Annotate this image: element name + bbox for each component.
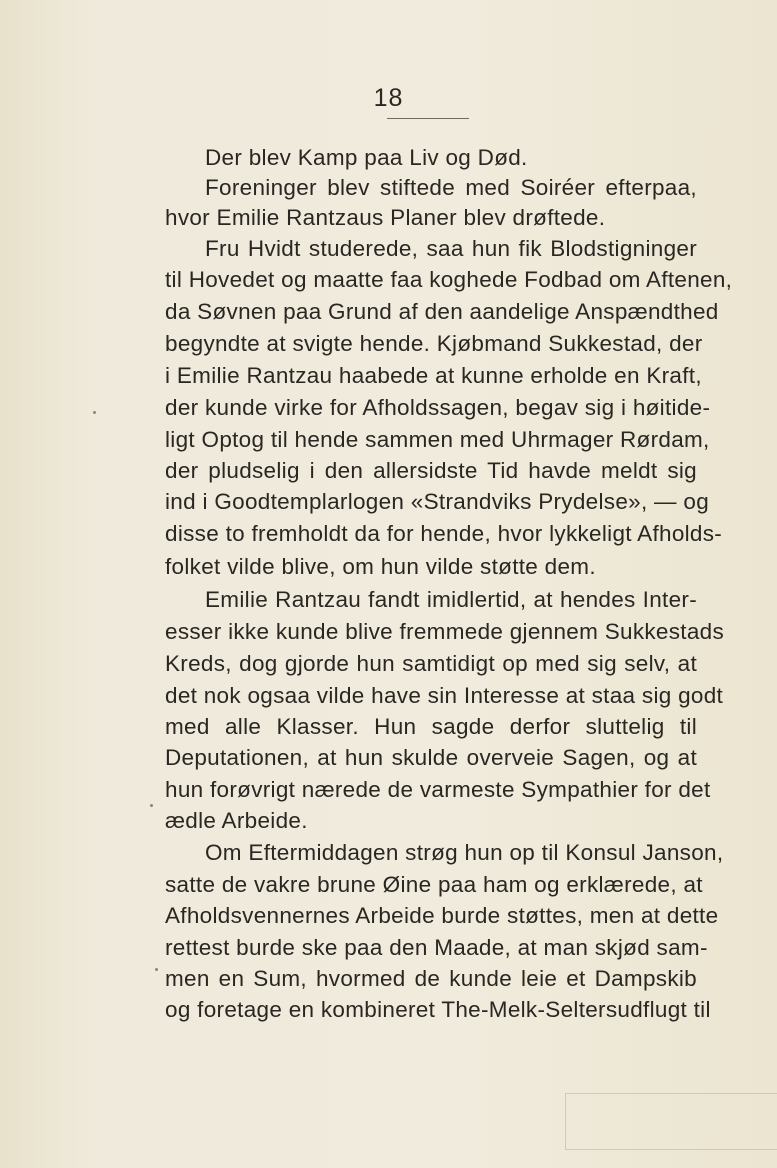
text-line: der pludselig i den allersidste Tid havde meldt sig [165, 458, 697, 483]
text-line: til Hovedet og maatte faa koghede Fodbad om Aftenen, [165, 267, 733, 292]
text-line: satte de vakre brune Øine paa ham og erklærede, at [165, 872, 703, 897]
text-line: ædle Arbeide. [165, 808, 308, 833]
text-line: med alle Klasser. Hun sagde derfor sluttelig til [165, 714, 697, 739]
text-line: Fru Hvidt studerede, saa hun fik Blodstigninger [205, 236, 697, 261]
text-line: der kunde virke for Afholdssagen, begav sig i høitide- [165, 395, 711, 420]
page-corner-mark [565, 1093, 777, 1150]
text-line: Afholdsvennernes Arbeide burde støttes, men at dette [165, 903, 719, 928]
text-line: og foretage en kombineret The-Melk-Seltersudflugt til [165, 997, 711, 1022]
text-line: Om Eftermiddagen strøg hun op til Konsul Janson, [205, 840, 724, 865]
paper-speck [93, 411, 96, 414]
page-number-rule [387, 118, 469, 119]
text-line: Foreninger blev stiftede med Soiréer efterpaa, [205, 175, 697, 200]
text-line: folket vilde blive, om hun vilde støtte dem. [165, 554, 596, 579]
text-line: hun forøvrigt nærede de varmeste Sympathier for det [165, 777, 711, 802]
text-line: ind i Goodtemplarlogen «Strandviks Prydelse», — og [165, 489, 710, 514]
page-number: 18 [373, 84, 404, 112]
text-line: esser ikke kunde blive fremmede gjennem Sukkestads [165, 619, 725, 644]
text-line: i Emilie Rantzau haabede at kunne erholde en Kraft, [165, 363, 702, 388]
text-line: rettest burde ske paa den Maade, at man skjød sam- [165, 935, 708, 960]
text-line: Deputationen, at hun skulde overveie Sagen, og at [165, 745, 697, 770]
text-line: da Søvnen paa Grund af den aandelige Anspændthed [165, 299, 719, 324]
text-line: Der blev Kamp paa Liv og Død. [205, 145, 528, 170]
text-line: disse to fremholdt da for hende, hvor lykkeligt Afholds- [165, 521, 723, 546]
text-line: Kreds, dog gjorde hun samtidigt op med sig selv, at [165, 651, 697, 676]
paper-speck [155, 968, 158, 971]
text-line: begyndte at svigte hende. Kjøbmand Sukkestad, der [165, 331, 703, 356]
text-line: det nok ogsaa vilde have sin Interesse at staa sig godt [165, 683, 724, 708]
text-line: hvor Emilie Rantzaus Planer blev drøftede. [165, 205, 606, 230]
text-line: ligt Optog til hende sammen med Uhrmager Rørdam, [165, 427, 710, 452]
paper-speck [150, 804, 153, 807]
text-line: Emilie Rantzau fandt imidlertid, at hendes Inter- [205, 587, 697, 612]
text-line: men en Sum, hvormed de kunde leie et Dampskib [165, 966, 697, 991]
